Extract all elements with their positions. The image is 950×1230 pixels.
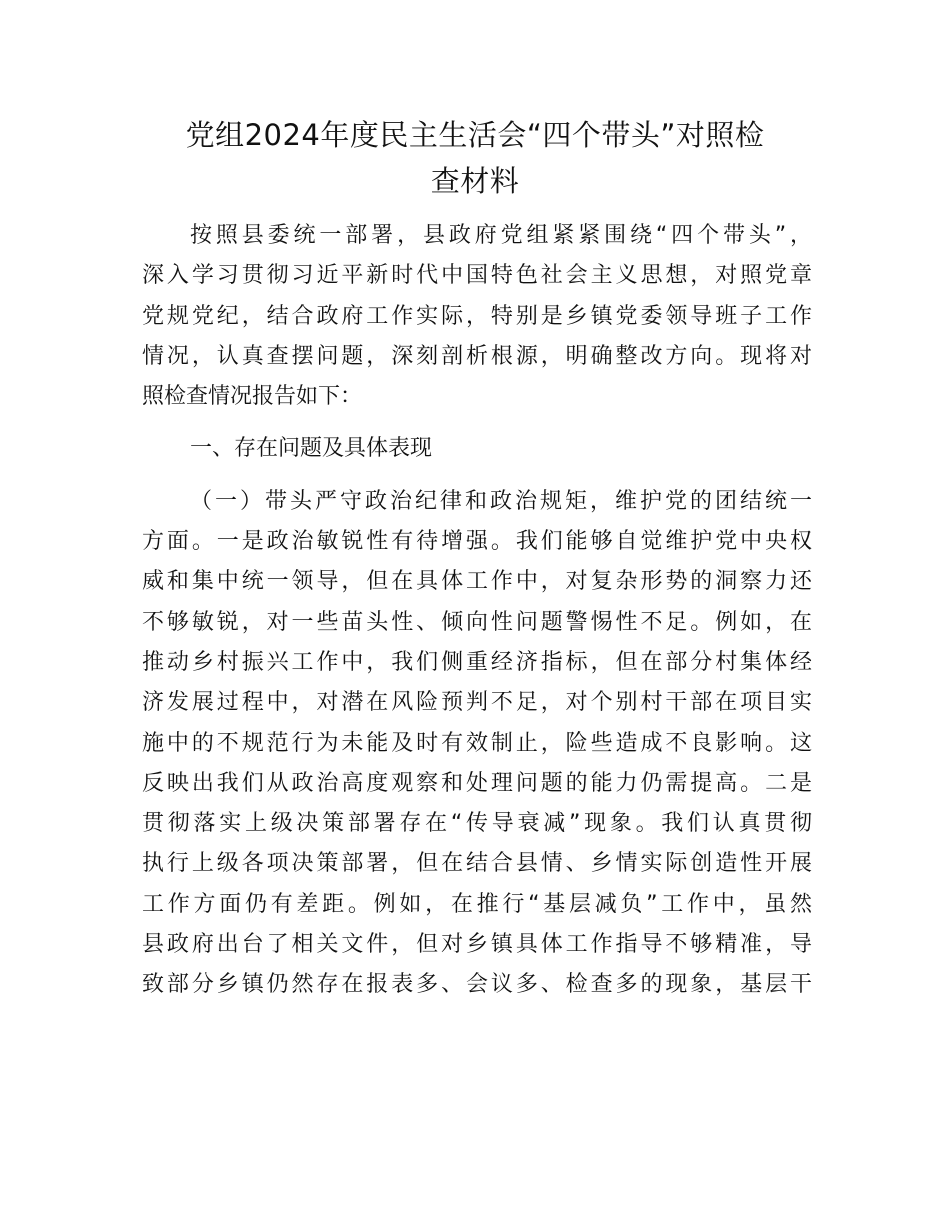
- document-title: [140, 112, 810, 204]
- paragraph-line: 深入学习贯彻习近平新时代中国特色社会主义思想，对照党章: [142, 263, 812, 289]
- subsection-paragraph: [142, 482, 812, 1006]
- title-line: 查材料: [430, 164, 520, 198]
- paragraph-line: （一）带头严守政治纪律和政治规矩，维护党的团结统一: [190, 488, 812, 514]
- title-line: 党组2024年度民主生活会“四个带头”对照检: [185, 118, 765, 152]
- paragraph-line: 执行上级各项决策部署，但在结合县情、乡情实际创造性开展: [142, 851, 812, 877]
- paragraph-line: 施中的不规范行为未能及时有效制止，险些造成不良影响。这: [142, 730, 812, 756]
- paragraph-line: 反映出我们从政治高度观察和处理问题的能力仍需提高。二是: [142, 770, 812, 796]
- paragraph-line: 按照县委统一部署，县政府党组紧紧围绕“四个带头”，: [190, 223, 812, 248]
- paragraph-line: 工作方面仍有差距。例如，在推行“基层减负”工作中，虽然: [142, 891, 812, 917]
- paragraph-line: 济发展过程中，对潜在风险预判不足，对个别村干部在项目实: [142, 690, 812, 716]
- paragraph-line: 党规党纪，结合政府工作实际，特别是乡镇党委领导班子工作: [142, 303, 812, 329]
- document-body: [142, 216, 812, 1006]
- intro-paragraph: [142, 216, 812, 417]
- paragraph-line: 县政府出台了相关文件，但对乡镇具体工作指导不够精准，导: [142, 932, 812, 958]
- paragraph-line: 威和集中统一领导，但在具体工作中，对复杂形势的洞察力还: [142, 569, 812, 595]
- paragraph-line: 方面。一是政治敏锐性有待增强。我们能够自觉维护党中央权: [142, 529, 812, 555]
- paragraph-line: 照检查情况报告如下：: [142, 384, 363, 410]
- paragraph-line: 情况，认真查摆问题，深刻剖析根源，明确整改方向。现将对: [142, 343, 812, 369]
- section-heading: 一、存在问题及具体表现: [190, 436, 433, 462]
- paragraph-line: 致部分乡镇仍然存在报表多、会议多、检查多的现象，基层干: [142, 972, 812, 998]
- paragraph-line: 推动乡村振兴工作中，我们侧重经济指标，但在部分村集体经: [142, 649, 812, 675]
- paragraph-line: 贯彻落实上级决策部署存在“传导衰减”现象。我们认真贯彻: [142, 811, 812, 837]
- paragraph-line: 不够敏锐，对一些苗头性、倾向性问题警惕性不足。例如，在: [142, 609, 812, 635]
